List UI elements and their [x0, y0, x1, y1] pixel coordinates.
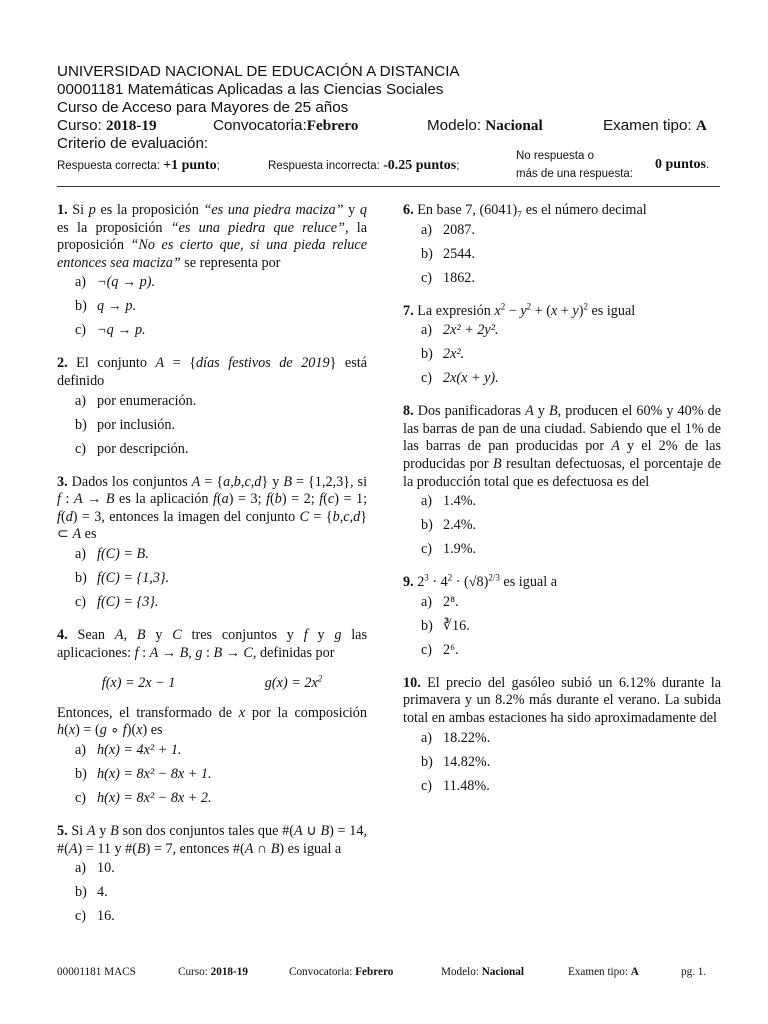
question-3-options — [75, 546, 367, 618]
modelo-label: Modelo: — [427, 117, 482, 134]
exam-header — [57, 63, 721, 153]
convocatoria-field — [213, 117, 358, 135]
question-2-option-b[interactable] — [75, 417, 367, 441]
option-letter: b) — [75, 416, 87, 433]
exam-info-row — [57, 117, 721, 135]
question-2-number: 2. — [57, 355, 68, 372]
option-letter: a) — [421, 593, 433, 610]
option-text: 18.22%. — [443, 729, 491, 746]
option-letter: b) — [421, 753, 433, 770]
option-text: f(C) = {3}. — [97, 593, 159, 610]
incorrect-label: Respuesta incorrecta: — [268, 160, 380, 172]
question-7-option-c[interactable] — [421, 370, 721, 394]
option-text: 2x(x + y). — [443, 370, 499, 387]
question-10-option-b[interactable] — [421, 754, 721, 778]
footer-page-number: pg. 1. — [681, 966, 707, 978]
question-2-options — [75, 393, 367, 465]
header-divider — [57, 186, 720, 187]
question-4-option-c[interactable] — [75, 790, 367, 814]
option-letter: a) — [75, 392, 87, 409]
option-text: 2x² + 2y². — [443, 322, 499, 339]
convocatoria-value: Febrero — [306, 117, 359, 134]
option-letter: c) — [75, 593, 87, 610]
question-5 — [57, 823, 367, 932]
option-text: ∛16. — [443, 617, 470, 634]
option-letter: b) — [421, 346, 433, 363]
option-text: 2x². — [443, 346, 465, 363]
option-text: 1.9%. — [443, 541, 477, 558]
option-letter: c) — [75, 908, 87, 925]
question-9-stem: 9. $2^3 \cdot 4^2 \cdot (√8)^{2/3}$ es igual a — [403, 572, 557, 591]
question-10-option-a[interactable] — [421, 730, 721, 754]
question-6-stem — [403, 202, 721, 220]
question-10-stem — [403, 675, 721, 728]
question-1-option-a[interactable] — [75, 274, 367, 298]
question-1-option-c[interactable] — [75, 322, 367, 346]
question-5-option-c[interactable] — [75, 908, 367, 932]
option-text: f(C) = {1,3}. — [97, 569, 170, 586]
convocatoria-label: Convocatoria: — [213, 117, 307, 134]
footer-convocatoria-value: Febrero — [355, 966, 394, 978]
option-letter: c) — [421, 641, 433, 658]
criteria-correct — [57, 158, 220, 174]
option-letter: b) — [75, 884, 87, 901]
correct-value: +1 punto — [163, 158, 217, 173]
footer-curso-label: Curso: — [178, 966, 208, 978]
none-suffix: . — [705, 159, 710, 171]
none-value: 0 puntos — [655, 157, 706, 172]
question-4 — [57, 627, 367, 814]
correct-suffix: ; — [216, 160, 220, 172]
question-5-option-b[interactable] — [75, 884, 367, 908]
criteria-none-line1: No respuesta o — [516, 150, 594, 162]
footer-code: 00001181 MACS — [57, 966, 136, 978]
footer-convocatoria — [289, 966, 393, 978]
option-text: f(C) = B. — [97, 545, 149, 562]
criteria-none-line2: más de una respuesta: — [516, 168, 633, 180]
question-1 — [57, 202, 367, 346]
question-5-number: 5. — [57, 822, 68, 839]
question-8 — [403, 403, 721, 565]
question-8-option-a[interactable] — [421, 493, 721, 517]
question-4-stem: 4. Sean A, B y C tres conjuntos y f y g las aplicaciones: f : A → B, g : B → C, definidas por — [57, 626, 368, 661]
option-letter: c) — [421, 269, 433, 286]
question-9-option-b[interactable] — [421, 618, 721, 642]
question-6-number: 6. — [403, 202, 414, 218]
option-letter: b) — [421, 617, 433, 634]
question-7-number: 7. — [403, 302, 414, 319]
option-text: 2.4%. — [443, 517, 477, 534]
question-7-options — [421, 322, 721, 394]
correct-label: Respuesta correcta: — [57, 160, 160, 172]
option-text: 1.4%. — [443, 493, 477, 510]
question-4-option-b[interactable] — [75, 766, 367, 790]
incorrect-value: -0.25 puntos — [383, 158, 457, 173]
question-2-option-c[interactable] — [75, 441, 367, 465]
question-9 — [403, 574, 721, 666]
option-text: 2⁸. — [443, 593, 459, 610]
examen-label: Examen tipo: — [603, 117, 692, 134]
option-letter: c) — [421, 777, 433, 794]
option-letter: b) — [421, 517, 433, 534]
question-1-options — [75, 274, 367, 346]
curso-field — [57, 117, 157, 135]
footer-modelo — [441, 966, 524, 978]
course-code: 00001181 Matemáticas Aplicadas a las Ciencias Sociales — [57, 81, 444, 98]
option-letter: c) — [75, 322, 87, 339]
footer-convocatoria-label: Convocatoria: — [289, 966, 353, 978]
questions-left-column — [57, 202, 367, 941]
question-6-text: En base 7, (6041)₇ es el número decimal — [417, 202, 647, 218]
footer-examen — [568, 966, 639, 978]
question-9-number: 9. — [403, 574, 414, 591]
question-4-definitions — [57, 675, 367, 693]
option-letter: a) — [421, 221, 433, 238]
option-letter: c) — [421, 541, 433, 558]
question-7-option-b[interactable] — [421, 346, 721, 370]
question-10-number: 10. — [403, 674, 421, 691]
option-letter: c) — [421, 370, 433, 387]
question-2-stem: 2. El conjunto A = {días festivos de 2019} está definido — [57, 355, 367, 389]
question-3-number: 3. — [57, 473, 68, 490]
question-5-options — [75, 860, 367, 932]
question-4-option-a[interactable] — [75, 742, 367, 766]
footer-curso-value: 2018-19 — [210, 966, 248, 978]
option-letter: c) — [75, 789, 87, 806]
option-letter: a) — [75, 545, 87, 562]
option-text: 1862. — [443, 269, 475, 286]
question-3-option-c[interactable] — [75, 594, 367, 618]
grading-criteria — [57, 146, 721, 186]
footer-modelo-label: Modelo: — [441, 966, 479, 978]
question-1-number: 1. — [57, 202, 68, 218]
question-3-option-a[interactable] — [75, 546, 367, 570]
question-8-stem: 8. Dos panificadoras A y B, producen el 60% y 40% de las barras de pan de una ciudad. Sabiendo que el 1% de las barras de pan producidas por A y el 2% de las producidas por B resultan defectuosas, el porcentaje de la producción total que es defectuosa es del — [403, 403, 722, 490]
question-7-option-a[interactable] — [421, 322, 721, 346]
option-letter: b) — [75, 569, 87, 586]
curso-label: Curso: — [57, 117, 102, 134]
option-text: por enumeración. — [97, 392, 197, 409]
option-text: 2⁶. — [443, 641, 459, 658]
footer-curso — [178, 966, 248, 978]
question-8-options — [421, 493, 721, 565]
criterio-heading: Criterio de evaluación: — [57, 135, 209, 152]
question-9-option-a[interactable] — [421, 594, 721, 618]
question-6 — [403, 202, 721, 294]
option-letter: b) — [75, 298, 87, 315]
option-text: por inclusión. — [97, 416, 176, 433]
option-text: 4. — [97, 884, 108, 901]
option-text: por descripción. — [97, 440, 189, 457]
question-9-option-c[interactable] — [421, 642, 721, 666]
question-2 — [57, 355, 367, 464]
question-4-stem-2: Entonces, el transformado de x por la composición h(x) = (g ∘ f)(x) es — [57, 704, 367, 739]
question-8-number: 8. — [403, 403, 414, 420]
question-8-option-b[interactable] — [421, 517, 721, 541]
option-letter: c) — [75, 440, 87, 457]
question-9-options — [421, 594, 721, 666]
option-text: 14.82%. — [443, 753, 491, 770]
examen-field — [603, 117, 707, 135]
question-1-option-b[interactable] — [75, 298, 367, 322]
question-1-stem: 1. Si p es la proposición “es una piedra maciza” y q es la proposición “es una piedra que reluce”, la proposición “No es cierto que, si una pieda reluce entonces sea maciza” se representa por — [57, 202, 368, 271]
question-7 — [403, 300, 721, 395]
curso-value: 2018-19 — [105, 117, 157, 134]
option-text: ¬q → p. — [97, 322, 146, 339]
question-5-stem: 5. Si A y B son dos conjuntos tales que #(A ∪ B) = 14, #(A) = 11 y #(B) = 7, entonces #(A ∩ B) es igual a — [57, 822, 367, 857]
question-3-option-b[interactable] — [75, 570, 367, 594]
option-letter: a) — [75, 860, 87, 877]
footer-examen-value: A — [630, 966, 639, 978]
question-3-stem: 3. Dados los conjuntos A = {a,b,c,d} y B = {1,2,3}, si f : A → B es la aplicación f(a) = 3; f(b) = 2; f(c) = 1; f(d) = 3, entonces la imagen del conjunto C = {b,c,d} ⊂ A es — [57, 473, 368, 543]
option-letter: a) — [75, 274, 87, 291]
f-definition: f(x) = 2x − 1 — [101, 675, 176, 692]
modelo-field — [427, 117, 543, 135]
course-name: Curso de Acceso para Mayores de 25 años — [57, 99, 349, 116]
option-letter: b) — [421, 245, 433, 262]
footer-examen-label: Examen tipo: — [568, 966, 628, 978]
questions-right-column — [403, 202, 721, 811]
question-7-stem: 7. La expresión $x^2 - y^2 + (x + y)^2$ es igual — [403, 300, 636, 319]
question-2-option-a[interactable] — [75, 393, 367, 417]
option-text: h(x) = 4x² + 1. — [97, 741, 182, 758]
question-6-option-b[interactable] — [421, 246, 721, 270]
footer-modelo-value: Nacional — [481, 966, 524, 978]
g-definition: $g(x) = 2x^2$ — [264, 673, 323, 692]
question-6-option-c[interactable] — [421, 270, 721, 294]
option-text: h(x) = 8x² − 8x + 2. — [97, 789, 212, 806]
modelo-value: Nacional — [485, 117, 543, 134]
university-name: UNIVERSIDAD NACIONAL DE EDUCACIÓN A DISTANCIA — [57, 63, 460, 80]
question-6-option-a[interactable] — [421, 222, 721, 246]
question-10-options — [421, 730, 721, 802]
question-4-options — [75, 742, 367, 814]
option-letter: a) — [421, 322, 433, 339]
option-text: 10. — [97, 860, 115, 877]
question-4-number: 4. — [57, 626, 68, 643]
question-8-option-c[interactable] — [421, 541, 721, 565]
question-5-option-a[interactable] — [75, 860, 367, 884]
option-text: q → p. — [97, 298, 137, 315]
criteria-incorrect — [268, 158, 459, 174]
option-text: 16. — [97, 908, 115, 925]
option-letter: a) — [421, 729, 433, 746]
option-letter: a) — [421, 493, 433, 510]
question-3 — [57, 474, 367, 618]
incorrect-suffix: ; — [456, 160, 460, 172]
criteria-none-value — [655, 157, 709, 173]
examen-value: A — [695, 117, 707, 134]
question-10-option-c[interactable] — [421, 778, 721, 802]
question-6-options — [421, 222, 721, 294]
option-text: ¬(q → p). — [97, 274, 156, 291]
question-10-text: El precio del gasóleo subió un 6.12% durante la primavera y un 8.2% más durante el verano. La subida total en ambas estaciones ha sido aproximadamente del — [403, 674, 721, 726]
option-letter: b) — [75, 765, 87, 782]
option-text: 2087. — [443, 221, 475, 238]
option-text: 2544. — [443, 245, 475, 262]
option-text: h(x) = 8x² − 8x + 1. — [97, 765, 212, 782]
question-10 — [403, 675, 721, 802]
option-text: 11.48%. — [443, 777, 490, 794]
option-letter: a) — [75, 741, 87, 758]
